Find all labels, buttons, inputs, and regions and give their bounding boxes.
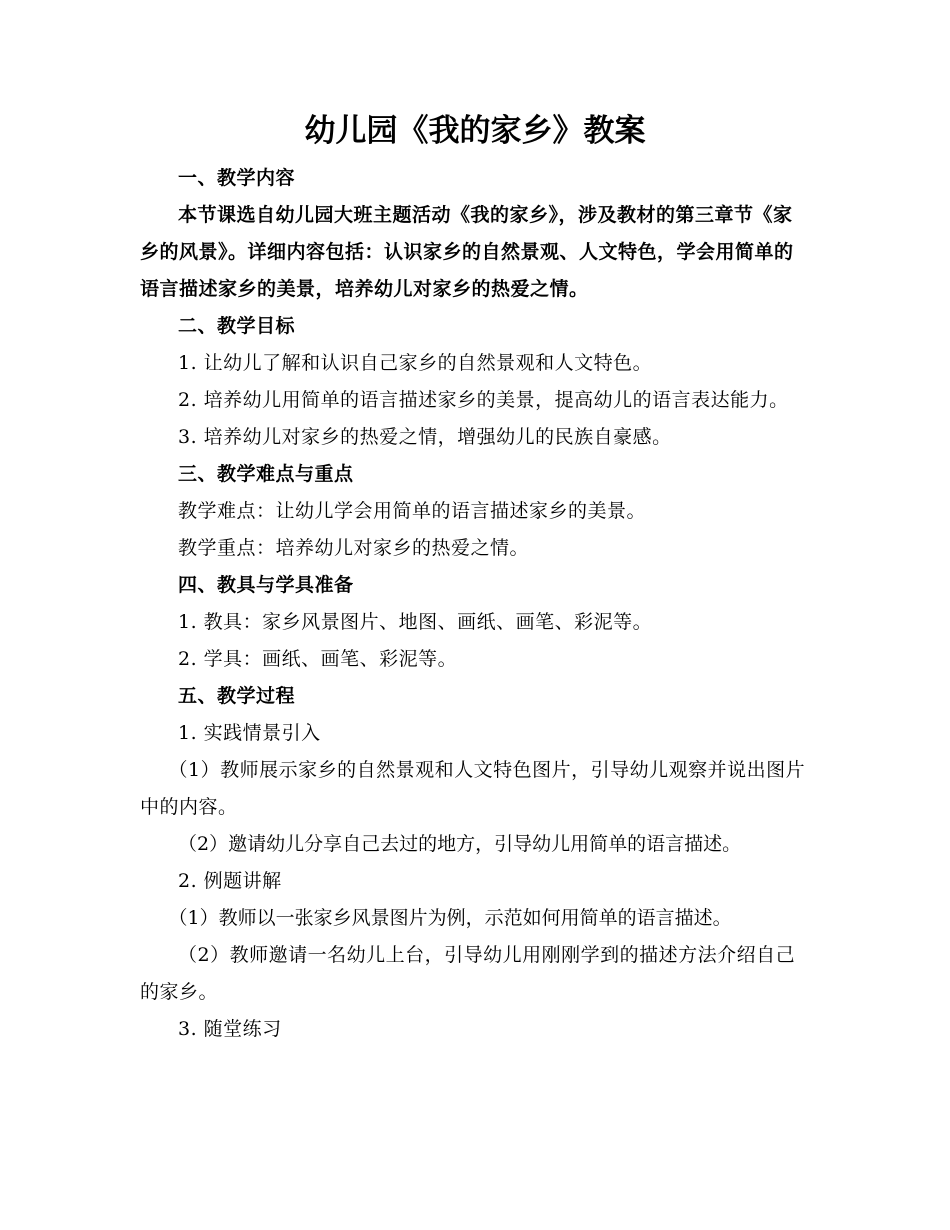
section-heading-teaching-content: 一、教学内容 — [178, 167, 296, 189]
process-step-1: 1. 实践情景引入 — [178, 722, 321, 744]
section-heading-materials: 四、教具与学具准备 — [178, 574, 354, 596]
process-step-1-b: （2）邀请幼儿分享自己去过的地方，引导幼儿用简单的语言描述。 — [178, 833, 742, 855]
process-step-2: 2. 例题讲解 — [178, 870, 282, 892]
process-step-2-a: （1）教师以一张家乡风景图片为例，示范如何用简单的语言描述。 — [168, 907, 732, 929]
goal-item-1: 1. 让幼儿了解和认识自己家乡的自然景观和人文特色。 — [178, 352, 653, 374]
process-step-3: 3. 随堂练习 — [178, 1018, 282, 1040]
materials-item-2: 2. 学具：画纸、画笔、彩泥等。 — [178, 648, 458, 670]
section-heading-difficulty-focus: 三、教学难点与重点 — [178, 463, 354, 485]
process-step-1-a: （1）教师展示家乡的自然景观和人文特色图片，引导幼儿观察并说出图片中的内容。 — [140, 759, 806, 818]
goal-item-2: 2. 培养幼儿用简单的语言描述家乡的美景，提高幼儿的语言表达能力。 — [178, 389, 789, 411]
teaching-content-paragraph: 本节课选自幼儿园大班主题活动《我的家乡》，涉及教材的第三章节《家乡的风景》。详细内容包括：认识家乡的自然景观、人文特色，学会用简单的语言描述家乡的美景，培养幼儿对家乡的热爱之情。 — [140, 204, 794, 300]
process-step-2-b: （2）教师邀请一名幼儿上台，引导幼儿用刚刚学到的描述方法介绍自己的家乡。 — [140, 944, 796, 1003]
document-title: 幼儿园《我的家乡》教案 — [304, 113, 646, 149]
goal-item-3: 3. 培养幼儿对家乡的热爱之情，增强幼儿的民族自豪感。 — [178, 426, 672, 448]
difficulty-text: 教学难点：让幼儿学会用简单的语言描述家乡的美景。 — [178, 500, 647, 522]
section-heading-teaching-process: 五、教学过程 — [178, 685, 296, 707]
section-heading-teaching-goals: 二、教学目标 — [178, 315, 296, 337]
focus-text: 教学重点：培养幼儿对家乡的热爱之情。 — [178, 537, 530, 559]
materials-item-1: 1. 教具：家乡风景图片、地图、画纸、画笔、彩泥等。 — [178, 611, 653, 633]
